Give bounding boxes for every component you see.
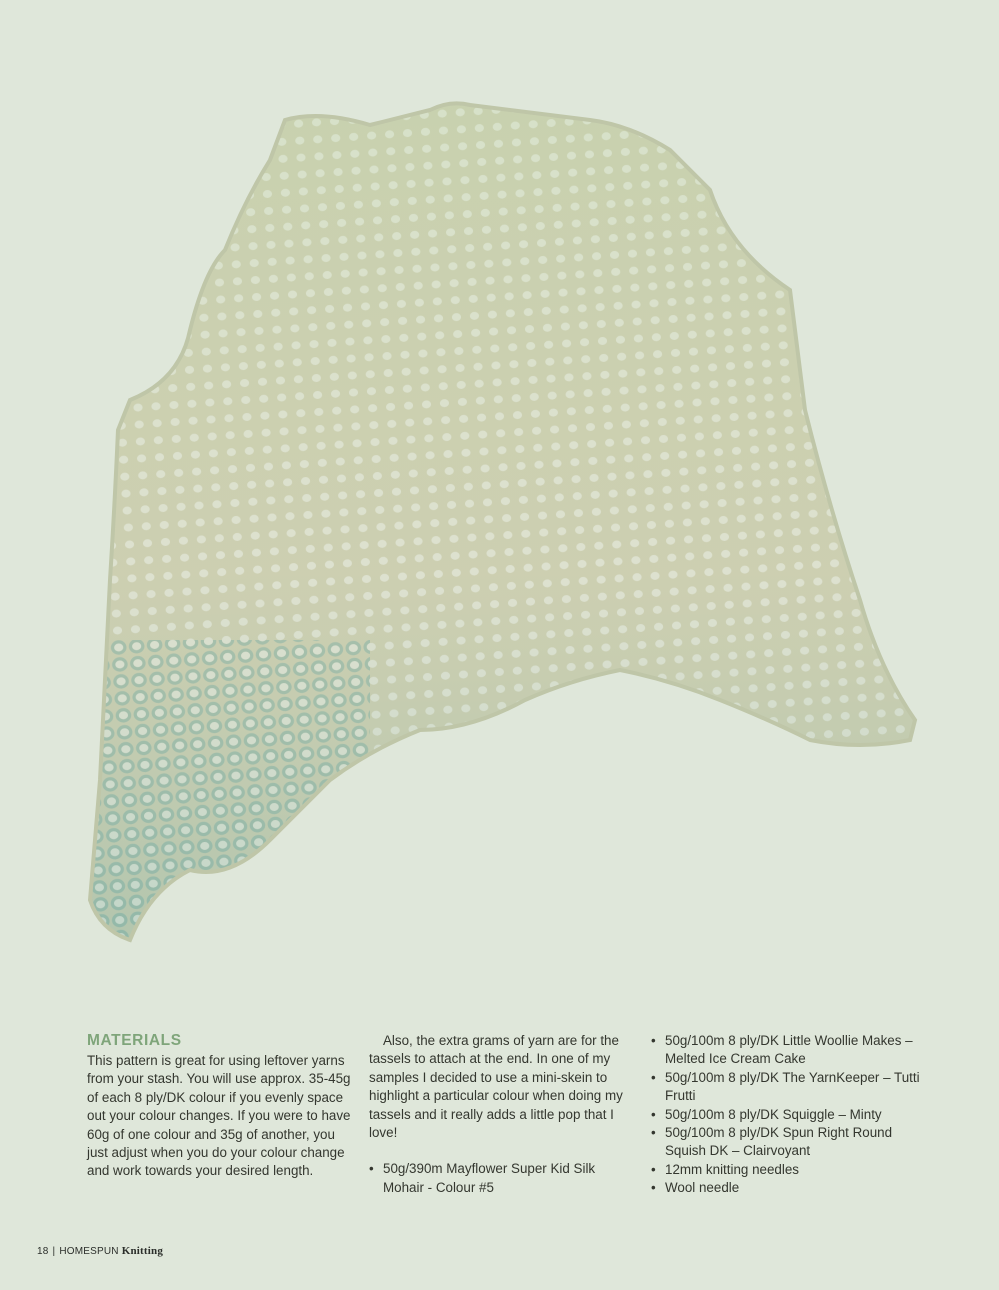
publication-name: HOMESPUN <box>59 1246 119 1257</box>
list-item: • 50g/100m 8 ply/DK Little Woollie Makes – Melted Ice Cream Cake <box>651 1032 921 1069</box>
list-item: • 50g/100m 8 ply/DK Squiggle – Minty <box>651 1106 921 1124</box>
materials-intro: This pattern is great for using leftover yarns from your stash. You will use approx. 35-45g of each 8 ply/DK colour if you evenly space out your colour changes. If you were to have 60g of one colour and 35g of another, you just adjust when you do your colour change and work towards your desired length. <box>87 1053 351 1179</box>
list-item: • 50g/390m Mayflower Super Kid Silk Mohair - Colour #5 <box>369 1160 634 1197</box>
list-item: • 12mm knitting needles <box>651 1161 921 1179</box>
list-item: • 50g/100m 8 ply/DK Spun Right Round Squish DK – Clairvoyant <box>651 1124 921 1161</box>
list-item: • 50g/100m 8 ply/DK The YarnKeeper – Tutti Frutti <box>651 1069 921 1106</box>
page-footer <box>37 1245 163 1258</box>
section-name: Knitting <box>121 1245 164 1257</box>
list-item: • Wool needle <box>651 1179 921 1197</box>
materials-list-part-2 <box>651 1032 921 1198</box>
page-number: 18 <box>37 1246 49 1257</box>
knitted-top-photo <box>70 80 930 980</box>
materials-list-part-1 <box>369 1160 634 1197</box>
materials-heading: MATERIALS <box>87 1032 182 1049</box>
footer-separator: | <box>52 1246 56 1257</box>
materials-column-3 <box>651 1032 921 1198</box>
tassels-paragraph: Also, the extra grams of yarn are for the tassels to attach at the end. In one of my samples I decided to use a mini-skein to highlight a particular colour when doing my tassels and it really adds a little pop that I love! <box>369 1033 623 1141</box>
materials-column-1 <box>87 1032 352 1181</box>
materials-column-2 <box>369 1032 634 1197</box>
